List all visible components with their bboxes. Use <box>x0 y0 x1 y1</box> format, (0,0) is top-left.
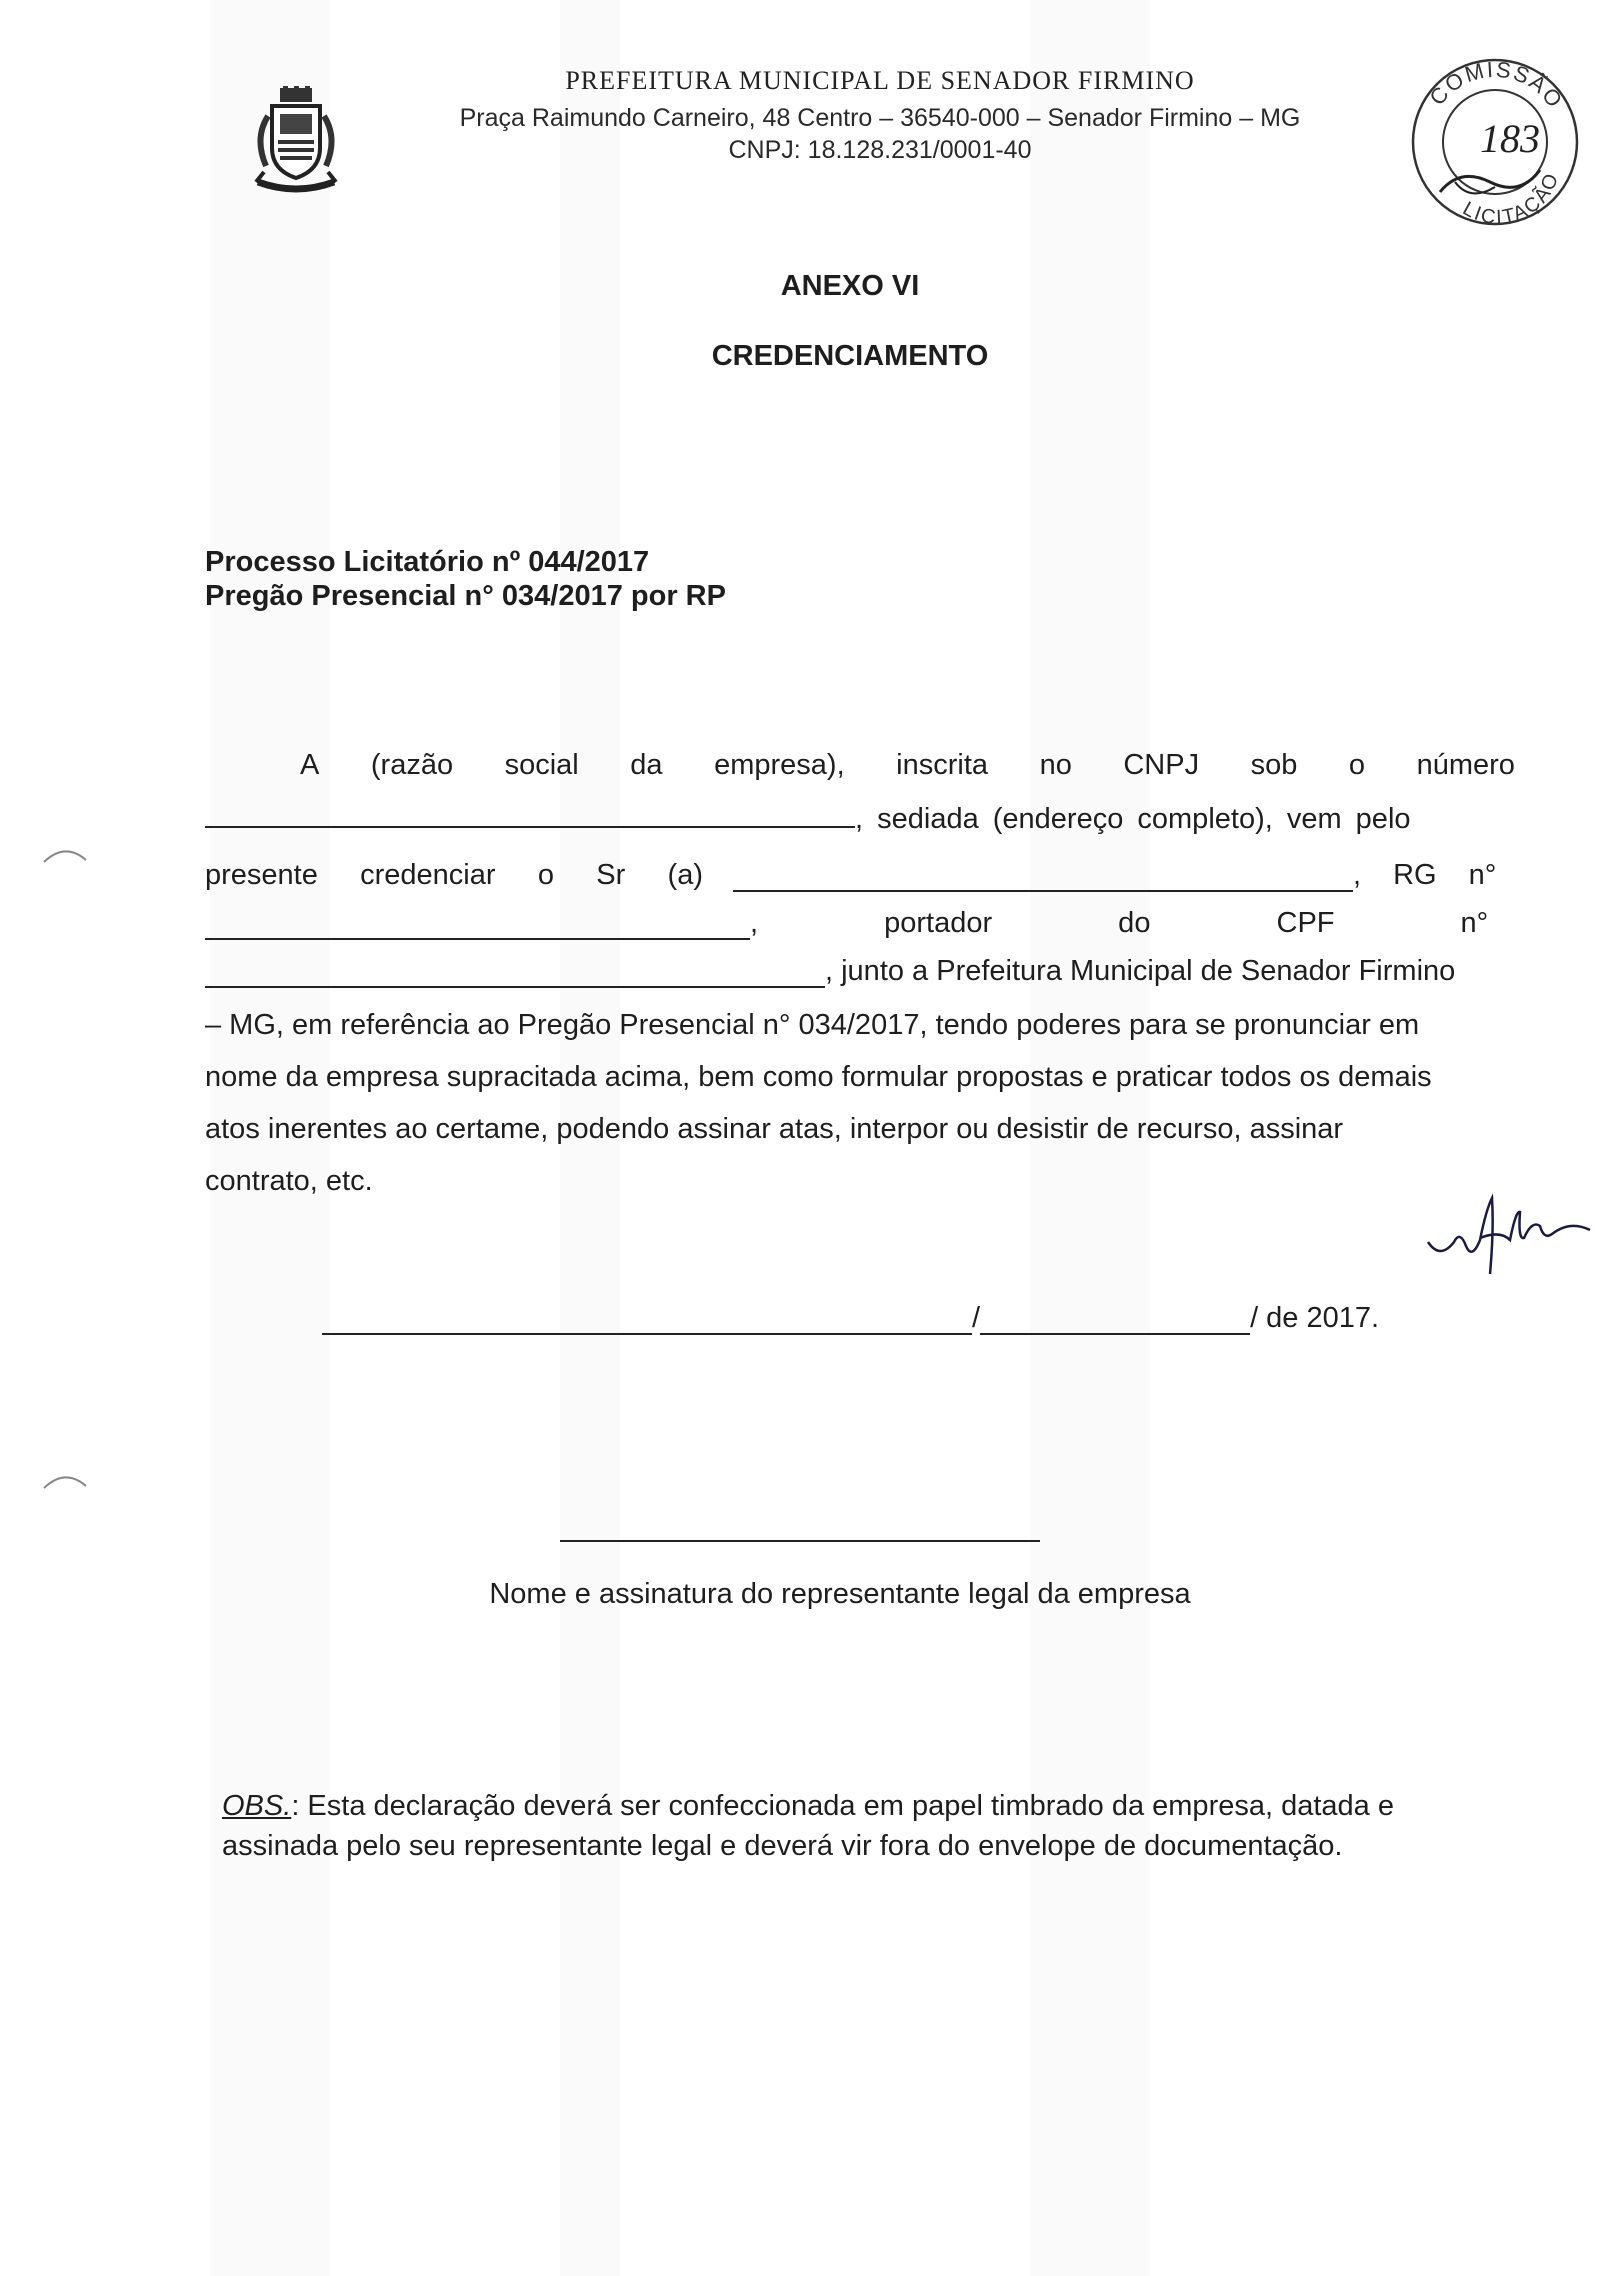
stamp-top-text: COMISSÃO <box>1424 56 1569 114</box>
word: presente <box>205 859 318 891</box>
representative-name-blank-field[interactable] <box>733 864 1353 892</box>
body-line-2-text: , sediada (endereço completo), vem pelo <box>855 803 1411 835</box>
day-place-blank-field[interactable] <box>322 1307 972 1335</box>
date-year-suffix: / de 2017. <box>1250 1302 1380 1334</box>
cnpj-blank-field[interactable] <box>205 800 855 828</box>
obs-text-2: assinada pelo seu representante legal e deverá vir fora do envelope de documentação. <box>222 1830 1343 1862</box>
obs-text-1: : Esta declaração deverá ser confeccionada em papel timbrado da empresa, datada e <box>291 1790 1394 1822</box>
annex-title: ANEXO VI <box>780 270 920 302</box>
body-line-3 <box>205 858 1515 892</box>
process-number: Processo Licitatório nº 044/2017 <box>205 546 650 578</box>
stamp-number: 183 <box>1480 116 1540 161</box>
word: (razão <box>370 749 454 781</box>
body-line-3-end: , RG n° <box>1353 859 1497 891</box>
signature-field[interactable] <box>560 1540 1040 1542</box>
word: sob <box>1250 749 1298 781</box>
word: no <box>1039 749 1072 781</box>
body-line-6: – MG, em referência ao Pregão Presencial n° 034/2017, tendo poderes para se pronunciar em <box>205 1009 1420 1041</box>
body-line-5 <box>205 954 1515 988</box>
word: da <box>630 749 663 781</box>
word: A <box>300 749 320 781</box>
commission-stamp <box>1400 42 1590 232</box>
body-line-3-start <box>205 858 703 892</box>
word: (a) <box>667 859 703 891</box>
body-line-8: atos inerentes ao certame, podendo assinar atas, interpor ou desistir de recurso, assinar <box>205 1113 1344 1145</box>
signature-label: Nome e assinatura do representante legal da empresa <box>489 1578 1191 1610</box>
month-blank-field[interactable] <box>980 1307 1250 1335</box>
word: empresa), <box>714 749 845 781</box>
institution-address: Praça Raimundo Carneiro, 48 Centro – 36540-000 – Senador Firmino – MG <box>459 104 1301 132</box>
handwritten-rubric <box>1420 1190 1600 1280</box>
word: o <box>537 859 554 891</box>
date-separator: / <box>972 1302 981 1334</box>
body-line-7: nome da empresa supracitada acima, bem como formular propostas e praticar todos os demais <box>205 1061 1432 1093</box>
observation-note <box>222 1786 1532 1866</box>
punch-hole-mark <box>40 1472 90 1492</box>
word: o <box>1348 749 1366 781</box>
pregao-number: Pregão Presencial n° 034/2017 por RP <box>205 580 726 612</box>
word: número <box>1416 749 1515 781</box>
body-line-1 <box>300 748 1515 782</box>
rg-blank-field[interactable] <box>205 912 750 940</box>
stamp-bottom-text: LICITAÇÃO <box>1459 169 1564 229</box>
body-line-4 <box>205 906 1515 940</box>
word: credenciar <box>360 859 496 891</box>
annex-subtitle: CREDENCIAMENTO <box>711 340 989 372</box>
obs-label: OBS. <box>222 1790 292 1822</box>
municipal-coat-of-arms-icon <box>250 86 342 196</box>
svg-text:COMISSÃO <box>1424 57 1568 114</box>
cpf-blank-field[interactable] <box>205 960 825 988</box>
punch-hole-mark <box>40 846 90 866</box>
word: inscrita <box>896 749 989 781</box>
word: social <box>504 749 579 781</box>
body-line-9: contrato, etc. <box>205 1165 373 1197</box>
institution-cnpj: CNPJ: 18.128.231/0001-40 <box>728 136 1032 164</box>
institution-name: PREFEITURA MUNICIPAL DE SENADOR FIRMINO <box>565 66 1195 95</box>
word: CNPJ <box>1123 749 1200 781</box>
word: Sr <box>596 859 626 891</box>
body-line-2 <box>205 800 1515 836</box>
body-line-5-text: , junto a Prefeitura Municipal de Senador Firmino <box>825 955 1456 987</box>
date-line <box>322 1302 1379 1335</box>
body-line-4-text: , portador do CPF n° <box>750 907 1489 939</box>
